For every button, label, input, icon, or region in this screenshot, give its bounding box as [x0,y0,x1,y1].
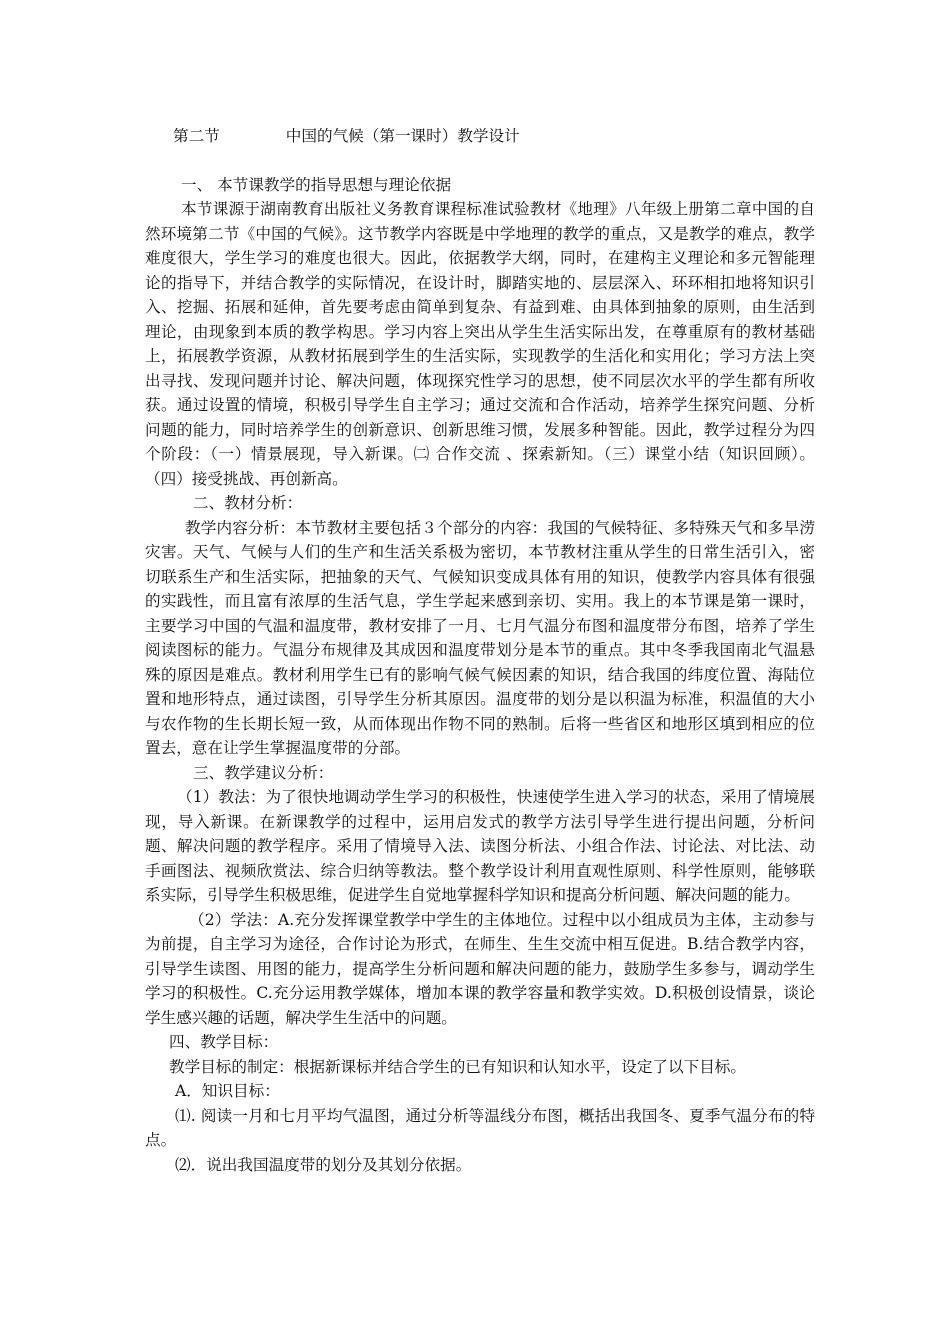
section3-paragraph-teaching-method: （1）教法：为了很快地调动学生学习的积极性，快速使学生进入学习的状态，采用了情境展现，导入新课。在新课教学的过程中，运用启发式的教学方法引导学生进行提出问题，分析问题、解决问题的教学程序。采用了情境导入法、读图分析法、小组合作法、讨论法、对比法、动手画图法、视频欣赏法、综合归纳等教法。整个教学设计利用直观性原则、科学性原则，能够联系实际，引导学生积极思维，促进学生自觉地掌握科学知识和提高分析问题、解决问题的能力。 [145,788,815,904]
section2-heading: 二、教材分析： [193,494,303,512]
section3-paragraph-learning-method: （2）学法：A.充分发挥课堂教学中学生的主体地位。过程中以小组成员为主体，主动参与为前提，自主学习为途径，合作讨论为形式，在师生、生生交流中相互促进。B.结合教学内容，引导学生读图、用图的能力，提高学生分析问题和解决问题的能力，鼓励学生多参与，调动学生学习的积极性。C.充分运用教学媒体，增加本课的教学容量和教学实效。D.积极创设情景，谈论学生感兴趣的话题，解决学生生活中的问题。 [145,910,815,1027]
section4-heading: 四、教学目标： [169,1033,279,1051]
title-section-number: 第二节 [173,127,220,145]
title-text: 中国的气候（第一课时）教学设计 [285,127,520,145]
section3-heading: 三、教学建议分析： [193,763,334,782]
document-title [173,124,815,149]
section4-sub-heading: A．知识目标： [175,1082,280,1100]
document-page [145,124,815,1177]
section4-item-2: ⑵．说出我国温度带的划分及其划分依据。 [175,1155,472,1174]
section2-paragraph: 教学内容分析：本节教材主要包括３个部分的内容：我国的气候特征、多特殊天气和多旱涝灾害。天气、气候与人们的生产和生活关系极为密切，本节教材注重从学生的日常生活引入，密切联系生产和生活实际，把抽象的天气、气候知识变成具体有用的知识，使教学内容具体有很强的实践性，而且富有浓厚的生活气息，学生学起来感到亲切、实用。我上的本节课是第一课时，主要学习中国的气温和温度带，教材安排了一月、七月气温分布图和温度带分布图，培养了学生阅读图标的能力。气温分布规律及其成因和温度带划分是本节的重点。其中冬季我国南北气温悬殊的原因是难点。教材利用学生已有的影响气候气候因素的知识，结合我国的纬度位置、海陆位置和地形特点，通过读图，引导学生分析其原因。温度带的划分是以积温为标准，积温值的大小与农作物的生长期长短一致，从而体现出作物不同的熟制。后将一些省区和地形区填到相应的位置去，意在让学生掌握温度带的分部。 [145,518,815,757]
section4-intro: 教学目标的制定：根据新课标并结合学生的已有知识和认知水平，设定了以下目标。 [169,1057,746,1076]
section1-paragraph: 本节课源于湖南教育出版社义务教育课程标准试验教材《地理》八年级上册第二章中国的自然环境第二节《中国的气候》。这节教学内容既是中学地理的教学的重点，又是教学的难点，教学难度很大，学生学习的难度也很大。因此，依据教学大纲，同时，在建构主义理论和多元智能理论的指导下，并结合教学的实际情况，在设计时，脚踏实地的、层层深入、环环相扣地将知识引入、挖掘、拓展和延伸，首先要考虑由简单到复杂、有益到难、由具体到抽象的原则，由生活到理论，由现象到本质的教学构思。学习内容上突出从学生生活实际出发，在尊重原有的教材基础上，拓展教学资源，从教材拓展到学生的生活实际，实现教学的生活化和实用化；学习方法上突出寻找、发现问题并讨论、解决问题，体现探究性学习的思想，使不同层次水平的学生都有所收获。通过设置的情境，积极引导学生自主学习；通过交流和合作活动，培养学生探究问题、分析问题的能力，同时培养学生的创新意识、创新思维习惯，发展多种智能。因此，教学过程分为四个阶段：（一）情景展现，导入新课。㈡ 合作交流 、探索新知。（三）课堂小结（知识回顾）。（四）接受挑战、再创新高。 [145,200,815,488]
section4-item-1: ⑴. 阅读一月和七月平均气温图，通过分析等温线分布图，概括出我国冬、夏季气温分布的特点。 [145,1106,815,1149]
section1-heading: 一、 本节课教学的指导思想与理论依据 [181,175,452,194]
